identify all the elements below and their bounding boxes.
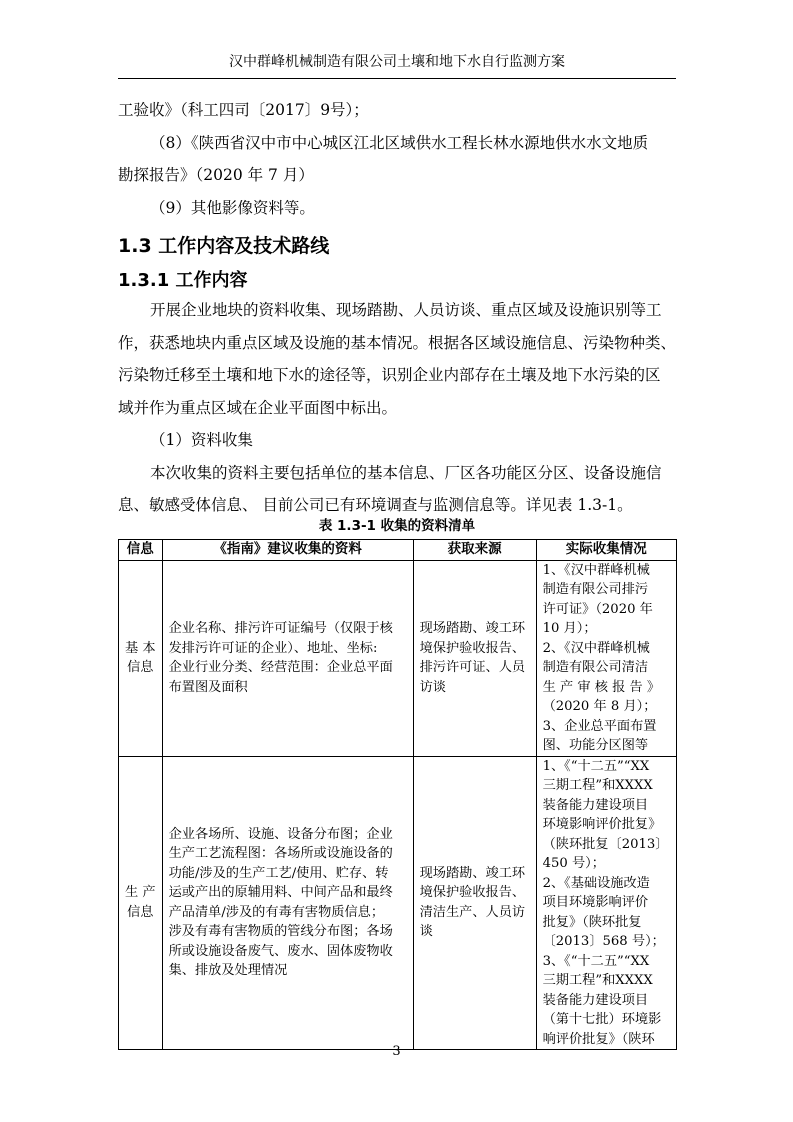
table-row xyxy=(119,756,677,1050)
column-header: 《指南》建议收集的资料 xyxy=(162,540,413,561)
column-header: 信息 xyxy=(119,540,163,561)
guide-cell: 企业各场所、设施、设备分布图；企业 生产工艺流程图：各场所或设施设备的 功能/涉及的生产工艺/使用、贮存、转 运或产出的原辅用料、中间产品和最终 产品清单/涉及的有毒有害物质信息； 涉及有毒有害物质的管线分布图；各场 所或设施设备废气、废水、固体废物收 集、排放及处理情况 xyxy=(162,756,413,1050)
actual-cell: 1、《“十二五”“XX 三期工程”和XXXX 装备能力建设项目 环境影响评价批复》 （陕环批复〔2013〕 450 号）； 2、《基础设施改造 项目环境影响评价 批复》（陕环批复 〔2013〕568 号）； 3、《“十二五”“XX 三期工程”和XXXX 装备能力建设项目 （第十七批）环境影 响评价批复》（陕环 xyxy=(536,756,676,1050)
paragraph-line: 息、敏感受体信息、 目前公司已有环境调查与监测信息等。详见表 1.3-1。 xyxy=(118,496,633,514)
text-line: （9）其他影像资料等。 xyxy=(150,199,315,217)
paragraph-line: 作，获悉地块内重点区域及设施的基本情况。根据各区域设施信息、污染物种类、 xyxy=(118,334,677,352)
table-row xyxy=(119,560,677,756)
actual-cell: 1、《汉中群峰机械 制造有限公司排污 许可证》（2020 年 10 月）； 2、《汉中群峰机械 制造有限公司清洁 生 产 审 核 报 告 》 （2020 年 8 月）； 3、企业总平面布置 图、功能分区图等 xyxy=(536,560,676,756)
section-heading: 1.3 工作内容及技术路线 xyxy=(118,235,330,257)
paragraph-line: 本次收集的资料主要包括单位的基本信息、厂区各功能区分区、设备设施信 xyxy=(150,464,662,482)
table-header-row xyxy=(119,540,677,561)
column-header: 实际收集情况 xyxy=(536,540,676,561)
guide-cell: 企业名称、排污许可证编号（仅限于核 发排污许可证的企业）、地址、坐标: 企业行业分类、经营范围：企业总平面 布置图及面积 xyxy=(162,560,413,756)
paragraph-line: 污染物迁移至土壤和地下水的途径等，识别企业内部存在土壤及地下水污染的区 xyxy=(118,366,661,384)
page-number: 3 xyxy=(392,1044,401,1059)
info-cell: 生 产 信息 xyxy=(119,756,163,1050)
text-line: 工验收》（科工四司〔2017〕9号）； xyxy=(118,101,369,119)
info-cell: 基 本 信息 xyxy=(119,560,163,756)
paragraph-line: 开展企业地块的资料收集、现场踏勘、人员访谈、重点区域及设施识别等工 xyxy=(150,301,662,319)
source-cell: 现场踏勘、竣工环 境保护验收报告、 清洁生产、人员访 谈 xyxy=(413,756,536,1050)
running-header: 汉中群峰机械制造有限公司土壤和地下水自行监测方案 xyxy=(118,52,676,79)
text-line: 勘探报告》（2020 年 7 月） xyxy=(118,166,314,184)
source-cell: 现场踏勘、竣工环 境保护验收报告、 排污许可证、人员 访谈 xyxy=(413,560,536,756)
table-caption: 表 1.3-1 收集的资料清单 xyxy=(318,518,476,534)
paragraph-line: 域并作为重点区域在企业平面图中标出。 xyxy=(118,399,398,417)
list-item: （1）资料收集 xyxy=(150,431,253,449)
text-line: （8）《陕西省汉中市中心城区江北区域供水工程长林水源地供水水文地质 xyxy=(150,134,649,152)
column-header: 获取来源 xyxy=(413,540,536,561)
subsection-heading: 1.3.1 工作内容 xyxy=(118,270,248,291)
data-table xyxy=(118,539,677,1050)
